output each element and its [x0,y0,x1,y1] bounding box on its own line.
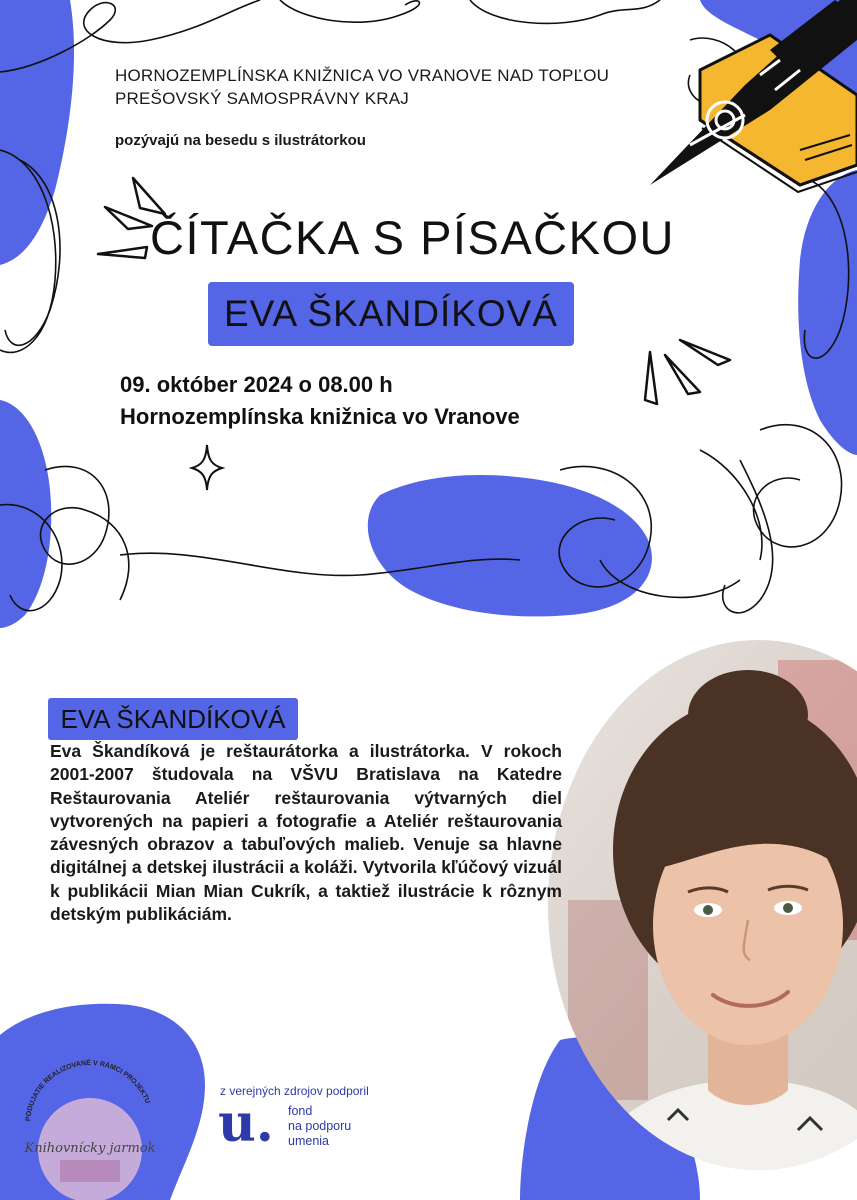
sponsor-line: z verejných zdrojov podporil [220,1084,369,1098]
project-logo [10,1040,170,1200]
organizers [115,64,609,110]
organizer-library: HORNOZEMPLÍNSKA KNIŽNICA VO VRANOVE NAD TOPĽOU [115,66,610,85]
invitation-line: pozývajú na besedu s ilustrátorkou [115,132,366,149]
fond-name [288,1104,351,1149]
guest-name: EVA ŠKANDÍKOVÁ [223,293,559,334]
fond-name-line3: umenia [288,1134,329,1148]
sparkle-icon [192,445,222,490]
bio-heading: EVA ŠKANDÍKOVÁ [60,703,286,734]
burst-marks-right [645,340,730,404]
logo-ring-text: PODUJATIE REALIZOVANÉ V RÁMCI PROJEKTU [25,1059,151,1122]
logo-name: Knihovnícky jarmok [24,1141,156,1156]
event-date: 09. október 2024 o 08.00 h [120,372,393,397]
fond-name-line1: fond [288,1104,313,1118]
guest-name-badge [208,282,574,346]
bio-text: Eva Škandíková je reštaurátorka a ilustrátorka. V rokoch 2001-2007 študovala na VŠVU Bratislava na Katedre Reštaurovania Ateliér reštaurovania výtvarných diel vytvorených na papieri a fotografie a Ateliér reštaurovania závesných obrazov a tabuľových malieb. Venuje sa hlavne digitálnej a detskej ilustrácii a koláži. Vytvorila kľúčový vizuál k publikácii Mian Mian Cukrík, a taktiež ilustrácie k rôznym detským publikáciám. [50,741,562,925]
event-place: Hornozemplínska knižnica vo Vranove [120,404,520,429]
blob-left-mid [0,400,51,628]
blob-right-mid [798,170,857,455]
blob-top-left [0,0,74,265]
fond-logo-mark: u. [218,1093,274,1154]
bio-heading-badge [48,698,298,740]
event-title: ČÍTAČKA S PÍSAČKOU [150,211,675,264]
organizer-region: PREŠOVSKÝ SAMOSPRÁVNY KRAJ [115,89,409,108]
fond-name-line2: na podporu [288,1119,352,1133]
blob-center [368,475,652,616]
